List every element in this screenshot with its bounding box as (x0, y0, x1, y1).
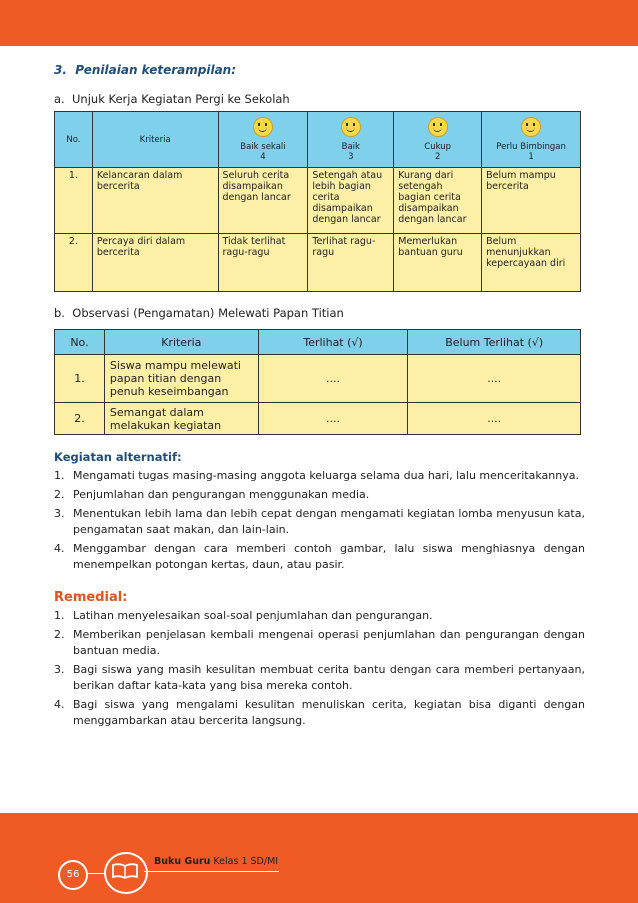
header-terlihat: Terlihat (√) (258, 330, 408, 355)
footer-book-title-rest: Kelas 1 SD/MI (210, 856, 279, 867)
cell-no: 2. (55, 234, 93, 292)
list-item (54, 541, 585, 573)
cell-baik: Terlihat ragu-ragu (308, 234, 394, 292)
list-item (54, 627, 585, 659)
cell-kriteria: Siswa mampu melewati papan titian dengan penuh keseimbangan (104, 355, 258, 403)
list-item-number: 1. (54, 609, 65, 622)
header-belum-terlihat: Belum Terlihat (√) (408, 330, 581, 355)
list-item-text: Penjumlahan dan pengurangan menggunakan media. (73, 488, 370, 501)
remedial-heading: Remedial: (54, 590, 128, 605)
list-item-number: 4. (54, 698, 65, 711)
list-item-text: Bagi siswa yang masih kesulitan membuat cerita bantu dengan cara memberi pertanyaan, berikan daftar kata-kata yang bisa mereka contoh. (73, 663, 585, 692)
subsection-b-title: b. Observasi (Pengamatan) Melewati Papan Titian (54, 306, 344, 320)
top-orange-band (0, 0, 638, 46)
header-kriteria: Kriteria (92, 112, 218, 168)
header-cukup (394, 112, 482, 168)
list-item-number: 2. (54, 488, 65, 501)
section-3-title: 3. Penilaian keterampilan: (54, 63, 237, 77)
header-kriteria: Kriteria (104, 330, 258, 355)
cell-kriteria: Kelancaran dalam bercerita (92, 168, 218, 234)
footer-book-title (154, 856, 278, 867)
list-item-text: Menggambar dengan cara memberi contoh gambar, lalu siswa menghiasnya dengan menempelkan potongan kertas, daun, atau pasir. (73, 542, 585, 571)
skill-assessment-table (54, 111, 581, 292)
list-item-text: Menentukan lebih lama dan lebih cepat dengan mengamati kegiatan lomba menyusun kata, pengamatan saat makan, dan lain-lain. (73, 507, 585, 536)
smiley-icon (521, 117, 541, 137)
list-item (54, 697, 585, 729)
list-item-number: 1. (54, 469, 65, 482)
list-item (54, 662, 585, 694)
header-baik (308, 112, 394, 168)
table-row (55, 168, 581, 234)
list-item (54, 608, 585, 624)
list-item-text: Bagi siswa yang mengalami kesulitan menuliskan cerita, kegiatan bisa diganti dengan menggambarkan atau bercerita langsung. (73, 698, 585, 727)
header-cukup-label: Cukup (424, 142, 452, 152)
list-item-number: 2. (54, 628, 65, 641)
header-baik-sekali-label: Baik sekali (240, 142, 286, 152)
cell-no: 2. (55, 403, 105, 435)
header-no: No. (55, 330, 105, 355)
cell-baik-sekali: Seluruh cerita disampaikan dengan lancar (218, 168, 308, 234)
list-item-number: 3. (54, 507, 65, 520)
header-baik-sekali-score: 4 (260, 152, 266, 162)
header-baik-label: Baik (341, 142, 360, 152)
header-perlu-bimbingan (482, 112, 581, 168)
list-item-text: Latihan menyelesaikan soal-soal penjumlahan dan pengurangan. (73, 609, 433, 622)
footer-book-title-bold: Buku Guru (154, 856, 211, 867)
cell-perlu-bimbingan: Belum mampu bercerita (482, 168, 581, 234)
table-row (55, 403, 581, 435)
list-item-number: 4. (54, 542, 65, 555)
table-row (55, 234, 581, 292)
alternatif-heading: Kegiatan alternatif: (54, 450, 182, 464)
cell-baik: Setengah atau lebih bagian cerita disampaikan dengan lancar (308, 168, 394, 234)
cell-terlihat: .... (258, 403, 408, 435)
header-perlu-bimbingan-score: 1 (528, 152, 534, 162)
cell-no: 1. (55, 168, 93, 234)
header-cukup-score: 2 (434, 152, 441, 162)
list-item-number: 3. (54, 663, 65, 676)
cell-baik-sekali: Tidak terlihat ragu-ragu (218, 234, 308, 292)
alternatif-list (54, 468, 585, 576)
smiley-icon (341, 117, 361, 137)
header-baik-score: 3 (348, 152, 354, 162)
remedial-list (54, 608, 585, 732)
table-row (55, 355, 581, 403)
header-no: No. (55, 112, 93, 168)
smiley-icon (428, 117, 448, 137)
header-perlu-bimbingan-label: Perlu Bimbingan (496, 142, 566, 152)
cell-cukup: Kurang dari setengah bagian cerita disampaikan dengan lancar (394, 168, 482, 234)
list-item (54, 487, 585, 503)
cell-kriteria: Percaya diri dalam bercerita (92, 234, 218, 292)
cell-kriteria: Semangat dalam melakukan kegiatan (104, 403, 258, 435)
cell-perlu-bimbingan: Belum menunjukkan kepercayaan diri (482, 234, 581, 292)
list-item (54, 506, 585, 538)
list-item-text: Memberikan penjelasan kembali mengenai operasi penjumlahan dan pengurangan dengan bantuan media. (73, 628, 585, 657)
page-number: 56 (58, 860, 88, 890)
list-item (54, 468, 585, 484)
book-icon (112, 863, 138, 879)
list-item-text: Mengamati tugas masing-masing anggota keluarga selama dua hari, lalu menceritakannya. (73, 469, 579, 482)
cell-no: 1. (55, 355, 105, 403)
footer-rule (144, 871, 279, 872)
cell-belum-terlihat: .... (408, 403, 581, 435)
cell-terlihat: .... (258, 355, 408, 403)
cell-cukup: Memerlukan bantuan guru (394, 234, 482, 292)
header-baik-sekali (218, 112, 308, 168)
bottom-orange-band (0, 813, 638, 903)
observation-table (54, 329, 581, 435)
smiley-icon (253, 117, 273, 137)
subsection-a-title: a. Unjuk Kerja Kegiatan Pergi ke Sekolah (54, 92, 290, 106)
cell-belum-terlihat: .... (408, 355, 581, 403)
